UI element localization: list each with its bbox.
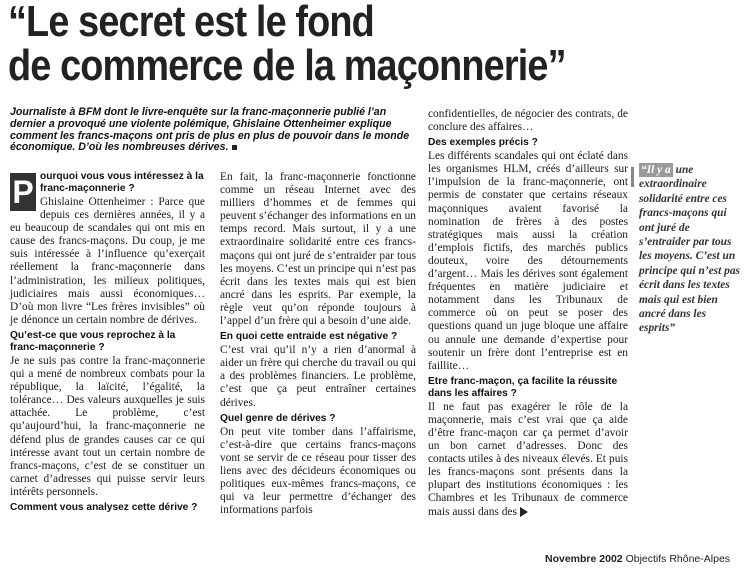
question-5: Quel genre de dérives ? — [220, 412, 336, 424]
continue-arrow-icon — [520, 507, 528, 517]
lead-paragraph — [10, 107, 410, 154]
pull-quote — [639, 163, 743, 336]
headline-line-1: “Le secret est le fond — [8, 0, 374, 46]
answer-5: On peut vite tomber dans l’affairisme, c’est-à-dire que certains francs-maçons vont se servir de ce réseau pour tisser des liens avec des décideurs économiques ou politiques eux-mêmes francs-maçons, ce qui va leur permettre d’échanger des informations parfois — [220, 425, 416, 517]
question-4: En quoi cette entraide est négative ? — [220, 331, 398, 343]
answer-7-text: Il ne faut pas exagérer le rôle de la maçonnerie, mais c’est vrai que ça aide d’être franc-maçon car ça permet d’avoir un bon carnet d’adresses. Donc des contacts utiles à des niveaux élevés. Et puis les francs-maçons sont présents dans la plupart des institutions économiques : les Chambres et les Tribunaux de commerce mais aussi dans des — [428, 400, 628, 518]
answer-1: Ghislaine Ottenheimer : Parce que depuis ces dernières années, il y a eu beaucoup de scandales qui ont mis en cause des francs-maçons. Du coup, je me suis intéressée à l’influence qu’exerçait réellement la franc-maçonnerie dans l’administration, les milieux politiques, judiciaires mais aussi économiques… D’où mon livre “Les frères invisibles” où je dénonce un certain nombre de dérives. — [10, 196, 205, 326]
column-1 — [10, 171, 205, 515]
answer-3: En fait, la franc-maçonnerie fonctionne comme un réseau Internet avec des milliers d’hommes et de femmes qui peuvent s’échanger des informations en un temps record. Mais surtout, il y a une extraordinaire solidarité entre ces francs-maçons qui ont juré de s’entraider par tous les moyens. C’est un principe qui n’est pas écrit dans les textes mais qui est bien ancré dans les esprits. Par exemple, la règle veut qu’on réponde toujours à l’appel d’un frère qui a besoin d’une aide. — [220, 171, 416, 328]
question-6: Des exemples précis ? — [428, 137, 538, 149]
lead-text: Journaliste à BFM dont le livre-enquête sur la franc-maçonnerie publié l’an dernier a provoqué une violente polémique, Ghislaine Ottenheimer explique comment les francs-maçons ont pris de plus en plus de pouvoir dans le monde économique. D’où les nombreuses dérives. — [10, 106, 410, 154]
footer-date: Novembre 2002 — [545, 553, 623, 565]
pull-quote-bar — [631, 167, 634, 187]
column-2 — [220, 171, 416, 517]
question-2: Qu’est-ce que vous reprochez à la franc-maçonnerie ? — [10, 329, 176, 353]
question-1: ourquoi vous vous intéressez à la franc-maçonnerie ? — [40, 171, 204, 194]
headline-line-2: de commerce de la maçonnerie” — [8, 41, 566, 90]
pull-quote-start: “Il y a — [641, 164, 671, 176]
headline — [8, 0, 644, 88]
column-3 — [428, 108, 628, 519]
answer-5-continued: confidentielles, de négocier des contrats, de conclure des affaires… — [428, 108, 628, 134]
footer-magazine: Objectifs Rhône-Alpes — [625, 553, 731, 565]
end-square-icon — [232, 145, 237, 150]
answer-2: Je ne suis pas contre la franc-maçonnerie qui a mené de nombreux combats pour la république, la laïcité, l’égalité, la tolérance… Des valeurs auxquelles je suis attachée. Le problème, c’est qu’aujourd’hui, la franc-maçonnerie ne défend plus de grandes causes car ce qui intéresse avant tout un certain nombre de francs-maçons, c’est de se constituer un carnet d’adresses qui puisse servir leurs intérêts personnels. — [10, 354, 205, 498]
pull-quote-text: une extraordinaire solidarité entre ces francs-maçons qui ont juré de s’entraider par tous les moyens. C’est un principe qui n’est pas écrit dans les textes mais qui est bien ancré dans les esprits” — [639, 164, 740, 335]
answer-4: C’est vrai qu’il n’y a rien d’anormal à aider un frère qui cherche du travail ou qui a des problèmes financiers. Le problème, c’est que ça peut entraîner certaines dérives. — [220, 344, 416, 409]
answer-6: Les différents scandales qui ont éclaté dans les organismes HLM, créés d’ailleurs sur l’impulsion de la franc-maçonnerie, ont permis de constater que certains réseaux maçonniques avaient favorisé la nomination de frères à des postes stratégiques mais aussi la création d’emplois fictifs, des marchés publics douteux, voire des détournements d’argent… Mais les dérives sont également fréquentes en matière judiciaire et notamment dans les Tribunaux de commerce où on peut se poser des questions quand un juge bloque une affaire ou annule une demande d’expertise pour soutenir un frère dont l’entreprise est en faillite… — [428, 150, 628, 372]
question-7: Etre franc-maçon, ça facilite la réussite dans les affaires ? — [428, 375, 618, 399]
footer — [545, 553, 730, 565]
dropcap: P — [10, 173, 36, 211]
answer-7 — [428, 401, 628, 519]
question-3: Comment vous analysez cette dérive ? — [10, 501, 198, 513]
